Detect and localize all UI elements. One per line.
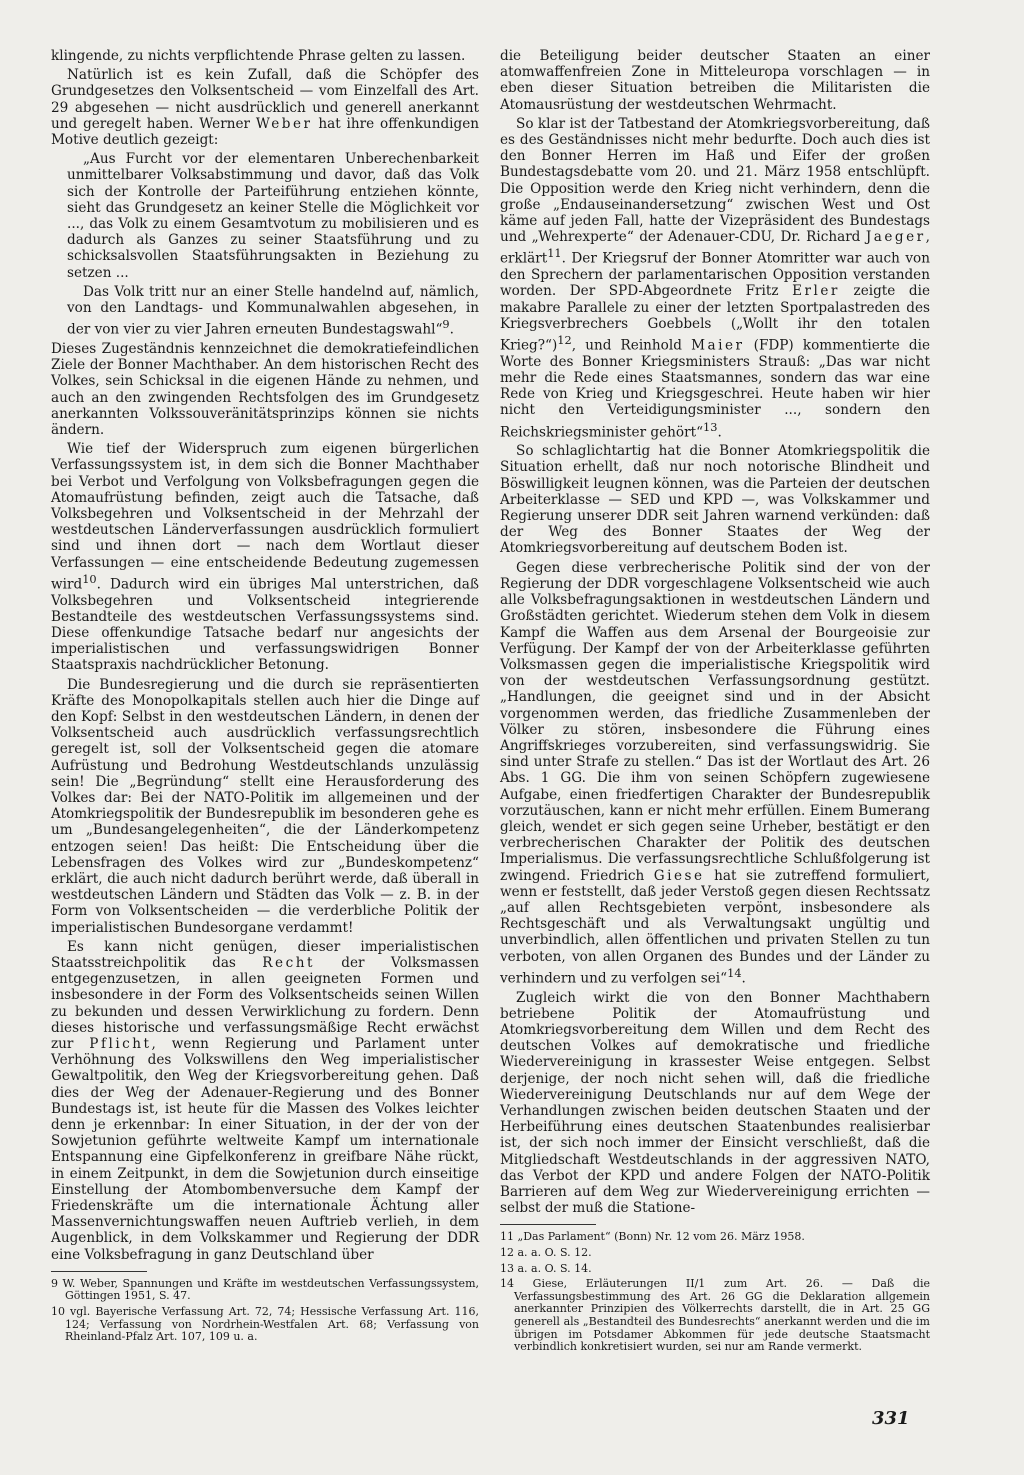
paragraph: Gegen diese verbrecherische Politik sind der von der Regierung der DDR vorgeschlagene Volksentscheid wie auch alle Volksbefragungsaktionen in westdeutschen Ländern und Großstädten gerichtet. Wiederum stehen dem Volk in diesem Kampf die Waffen aus dem Arsenal der Bourgeoisie zur Verfügung. Der Kampf der von der Arbeiterklasse geführten Volksmassen gegen die imperialistische Kriegspolitik wird von der westdeutschen Verfassungsordnung gestützt. „Handlungen, die geeignet sind und in der Absicht vorgenommen werden, das friedliche Zusammenleben der Völker zu stören, insbesondere die Führung eines Angriffskrieges vorzubereiten, sind verfassungswidrig. Sie sind unter Strafe zu stellen.“ Das ist der Wortlaut des Art. 26 Abs. 1 GG. Die ihm von seinen Schöpfern zugewiesene Aufgabe, einen friedfertigen Charakter der Bundesrepublik vorzutäuschen, kann er nicht mehr erfüllen. Einem Bumerang gleich, wendet er sich gegen seine Urheber, bestätigt er den verbrecherischen Charakter der Politik des deutschen Imperialismus. Die verfassungsrechtliche Schlußfolgerung ist zwingend. Friedrich Giese hat sie zutreffend formuliert, wenn er feststellt, daß jeder Verstoß gegen diesen Rechtssatz „auf allen Rechtsgebieten verpönt, insbesondere als Rechtsgeschäft und als Verwaltungsakt ungültig und unverbindlich, allen öffentlichen und privaten Stellen zu tun verboten, von allen Organen des Bundes und der Länder zu verhindern und zu verfolgen sei“$^{14}$.: [500, 559, 930, 987]
footnote-divider: [51, 1271, 147, 1272]
text-run: Gegen diese verbrecherische Politik sind der von der Regierung der DDR vorgeschlagene Volksentscheid wie auch alle Volksbefragungsaktionen in westdeutschen Ländern und Großstädten gerichtet. Wiederum stehen dem Volk in diesem Kampf die Waffen aus dem Arsenal der Bourgeoisie zur Verfügung. Der Kampf der von der Arbeiterklasse geführten Volksmassen gegen die imperialistische Kriegspolitik wird von der westdeutschen Verfassungsordnung gestützt. „Handlungen, die geeignet sind und in der Absicht vorgenommen werden, das friedliche Zusammenleben der Völker zu stören, insbesondere die Führung eines Angriffskrieges vorzubereiten, sind verfassungswidrig. Sie sind unter Strafe zu stellen.“ Das ist der Wortlaut des Art. 26 Abs. 1 GG. Die ihm von seinen Schöpfern zugewiesene Aufgabe, einen friedfertigen Charakter der Bundesrepublik vorzutäuschen, kann er nicht mehr erfüllen. Einem Bumerang gleich, wendet er sich gegen seine Urheber, bestätigt er den verbrecherischen Charakter der Politik des deutschen Imperialismus. Die verfassungsrechtliche Schlußfolgerung ist zwingend. Friedrich: [500, 559, 930, 884]
text-run: , wenn Regierung und Parlament unter Verhöhnung des Volkswillens den Weg imperialistischer Gewaltpolitik, den Weg der Kriegsvorbereitung gehen. Daß dies der Weg der Adenauer-Regierung und des Bonner Bundestags ist, ist heute für die Massen des Volkes leichter denn je erkennbar: In einer Situation, in der der von der Sowjetunion geführte weltweite Kampf um internationale Entspannung eine Gipfelkonferenz in greifbare Nähe rückt, in einem Zeitpunkt, in dem die Sowjetunion durch einseitige Einstellung der Atombombenversuche dem Kampf der Friedenskräfte um die internationale Ächtung aller Massenvernichtungswaffen neuen Auftrieb verlieh, in dem Augenblick, in dem Volkskammer und Regierung der DDR eine Volksbefragung in ganz Deutschland über: [51, 1036, 479, 1263]
paragraph: die Beteiligung beider deutscher Staaten an einer atomwaffenfreien Zone in Mitteleuropa vorschlagen — in eben dieser Situation betreiben die Militaristen die Atomausrüstung der westdeutschen Wehrmacht.: [500, 48, 930, 113]
text-run: hat ihre offenkundigen Motive deutlich gezeigt:: [51, 115, 479, 149]
text-run: . Dadurch wird ein übriges Mal unterstrichen, daß Volksbegehren und Volksentscheid integrierende Bestandteile des westdeutschen Verfassungssystems sind. Diese offenkundige Tatsache bedarf nur angesichts der imperialistischen und verfassungswidrigen Bonner Staatspraxis nachdrücklicher Betonung.: [51, 576, 479, 674]
person-name: Giese: [653, 867, 705, 884]
paragraph: Dieses Zugeständnis kennzeichnet die demokratiefeindlichen Ziele der Bonner Machthaber. An dem historischen Recht des Volkes, sein Schicksal in die eigenen Hände zu nehmen, und auch an den zwingenden Rechtsfolgen des im Grundgesetz anerkannten Volkssouveränitätsprinzips können sie nichts ändern.: [51, 340, 479, 438]
text-run: . Der Kriegsruf der Bonner Atomritter war auch von den Sprechern der parlamentarischen Opposition verstanden worden. Der SPD-Abgeordnete Fritz: [500, 250, 930, 300]
emphasis: Pflicht: [89, 1036, 152, 1053]
footnote: 10 vgl. Bayerische Verfassung Art. 72, 74; Hessische Verfassung Art. 116, 124; Verfassung von Nordrhein-Westfalen Art. 68; Verfassung von Rheinland-Pfalz Art. 107, 109 u. a.: [51, 1305, 479, 1344]
footnote-divider: [500, 1224, 596, 1225]
footnote-ref: 11: [547, 246, 562, 261]
footnote: 14 Giese, Erläuterungen II/1 zum Art. 26. — Daß die Verfassungsbestimmung des Art. 26 GG die Deklaration allgemein anerkannter Prinzipien des Völkerrechts darstellt, die in Art. 25 GG generell als „Bestandteil des Bundesrechts“ anerkannt werden und die im übrigen im Potsdamer Abkommen für jede deutsche Staatsmacht verbindlich konkretisiert wurden, sei nur am Rande vermerkt.: [500, 1277, 930, 1354]
paragraph: So klar ist der Tatbestand der Atomkriegsvorbereitung, daß es des Geständnisses nicht mehr bedurfte. Doch auch dies ist den Bonner Herren im Haß und Eifer der großen Bundestagsdebatte vom 20. und 21. März 1958 entschlüpft. Die Opposition werde den Krieg nicht verhindern, denn die große „Endauseinandersetzung“ zwischen West und Ost käme auf jeden Fall, hatte der Vizepräsident des Bundestags und „Wehrexperte“ der Adenauer-CDU, Dr. Richard Jaeger, erklärt$^{11}$. Der Kriegsruf der Bonner Atomritter war auch von den Sprechern der parlamentarischen Opposition verstanden worden. Der SPD-Abgeordnete Fritz Erler zeigte die makabre Parallele zu einer der letzten Sportpalastreden des Kriegsverbrechers Goebbels („Wollt ihr den totalen Krieg?“)$^{12}$, und Reinhold Maier (FDP) kommentierte die Worte des Bonner Kriegsministers Strauß: „Das war nicht mehr die Rede eines Staatsmannes, sondern das war eine Rede von Krieg und Kriegsgeschrei. Heute haben wir hier nicht den Verteidigungsminister ..., sondern den Reichskriegsminister gehört“$^{13}$.: [500, 115, 931, 441]
text-run: zeigte die makabre Parallele zu einer der letzten Sportpalastreden des Kriegsverbrechers Goebbels („Wollt ihr den totalen Krieg?“): [500, 283, 931, 354]
person-name: Maier: [691, 337, 745, 354]
left-column: [51, 48, 479, 1347]
paragraph: [51, 441, 479, 673]
paragraph: [51, 67, 479, 148]
text-run: Wie tief der Widerspruch zum eigenen bürgerlichen Verfassungssystem ist, in dem sich die Bonner Machthaber bei Verbot und Verfolgung von Volksbefragungen gegen die Atomaufrüstung befinden, zeigt auch die Tatsache, daß Volksbegehren und Volksentscheid in der Mehrzahl der westdeutschen Länderverfassungen ausdrücklich formuliert sind und ihnen dort — nach dem Wortlaut dieser Verfassungen — eine entscheidende Bedeutung zugemessen wird: [51, 441, 479, 593]
footnote: 12 a. a. O. S. 12.: [500, 1245, 592, 1259]
block-quote: „Aus Furcht vor der elementaren Unberechenbarkeit unmittelbarer Volksabstimmung und davor, daß das Volk sich der Kontrolle der Parteiführung entziehen könnte, sieht das Grundgesetz an keiner Stelle die Möglichkeit vor ..., das Volk zu einem Gesamtvotum zu mobilisieren und es dadurch als Ganzes zu seiner Staatsführung und zu schicksalsvollen Staatsführungsakten in Beziehung zu setzen ...: [67, 151, 479, 281]
footnote-ref: 13: [703, 419, 718, 434]
paragraph: klingende, zu nichts verpflichtende Phrase gelten zu lassen.: [51, 48, 466, 64]
footnote-ref: 10: [82, 571, 97, 586]
footnote: 13 a. a. O. S. 14.: [500, 1261, 592, 1275]
block-quote: Das Volk tritt nur an einer Stelle handelnd auf, nämlich, von den Landtags- und Kommunalwahlen abgesehen, in der von vier zu vier Jahren erneuten Bundestagswahl“$^9$.: [67, 283, 479, 338]
person-name: Erler: [792, 283, 840, 300]
paragraph: So schlaglichtartig hat die Bonner Atomkriegspolitik die Situation erhellt, daß nur noch notorische Blindheit und Böswilligkeit leugnen können, was die Parteien der deutschen Arbeiterklasse — SED und KPD —, was Volkskammer und Regierung unserer DDR seit Jahren warnend verkünden: daß der Weg des Bonner Staates der Weg der Atomkriegsvorbereitung auf deutschem Boden ist.: [500, 443, 930, 557]
text-run: Natürlich ist es kein Zufall, daß die Schöpfer des Grundgesetzes den Volksentscheid — vom Einzelfall des Art. 29 abgesehen — nicht ausdrücklich und generell anerkannt und geregelt haben. Werner: [51, 67, 479, 132]
text-run: , erklärt: [500, 229, 930, 267]
author-name: Weber: [255, 115, 313, 132]
emphasis: Recht: [262, 955, 315, 972]
person-name: Jaeger: [865, 229, 926, 246]
footnote-ref: 14: [727, 965, 742, 980]
text-run: Das Volk tritt nur an einer Stelle handelnd auf, nämlich, von den Landtags- und Kommunalwahlen abgesehen, in der von vier zu vier Jahren erneuten Bundestagswahl“: [67, 283, 479, 338]
paragraph: Die Bundesregierung und die durch sie repräsentierten Kräfte des Monopolkapitals stellen auch hier die Dinge auf den Kopf: Selbst in den westdeutschen Ländern, in denen der Volksentscheid auch ausdrücklich verfassungsrechtlich geregelt ist, soll der Volksentscheid gegen die atomare Aufrüstung und Bedrohung Westdeutschlands unzulässig sein! Die „Begründung“ stellt eine Herausforderung des Volkes dar: Bei der NATO-Politik im allgemeinen und der Atomkriegspolitik der Bundesrepublik im besonderen gehe es um „Bundesangelegenheiten“, die der Länderkompetenz entzogen seien! Das heißt: Die Entscheidung über die Lebensfragen des Volkes wird zur „Bundeskompetenz“ erklärt, die auch nicht dadurch berührt werde, daß überall in westdeutschen Ländern und Städten das Volk — z. B. in der Form von Volksentscheiden — die verderbliche Politik der imperialistischen Bundesorgane verdammt!: [51, 676, 479, 936]
footnote: 9 W. Weber, Spannungen und Kräfte im westdeutschen Verfassungssystem, Göttingen 1951, S. 47.: [51, 1276, 479, 1303]
paragraph: Zugleich wirkt die von den Bonner Machthabern betriebene Politik der Atomaufrüstung und Atomkriegsvorbereitung dem Willen und dem Recht des deutschen Volkes auf demokratische und friedliche Wiedervereinigung in krassester Weise entgegen. Selbst derjenige, der noch nicht sehen will, daß die friedliche Wiedervereinigung Deutschlands nur auf dem Wege der Verhandlungen zwischen beiden deutschen Staaten und der Herbeiführung eines deutschen Staatenbundes realisierbar ist, der sich noch immer der Einsicht verschließt, daß die Mitgliedschaft Westdeutschlands in der aggressiven NATO, das Verbot der KPD und andere Folgen der NATO-Politik Barrieren auf dem Weg zur Wiedervereinigung errichten — selbst der muß die Statione-: [500, 989, 930, 1217]
text-run: Es kann nicht genügen, dieser imperialistischen Staatsstreichpolitik das: [51, 938, 479, 972]
text-run: , und Reinhold: [571, 337, 692, 354]
text-run: hat sie zutreffend formuliert, wenn er feststellt, daß jeder Verstoß gegen diesen Rechtssatz „auf allen Rechtsgebieten verpönt, insbesondere als Rechtsgeschäft und als Verwaltungsakt ungültig und unverbindlich, allen öffentlichen und privaten Stellen zu tun verboten, von allen Organen des Bundes und der Länder zu verhindern und zu verfolgen sei“: [500, 867, 930, 987]
footnote-ref: 9: [442, 317, 450, 332]
footnote: 11 „Das Parlament“ (Bonn) Nr. 12 vom 26. März 1958.: [500, 1230, 805, 1244]
footnote-ref: 12: [557, 332, 572, 347]
paragraph: [51, 939, 479, 1263]
text-run: So klar ist der Tatbestand der Atomkriegsvorbereitung, daß es des Geständnisses nicht mehr bedurfte. Doch auch dies ist den Bonner Herren im Haß und Eifer der großen Bundestagsdebatte vom 20. und 21. März 1958 entschlüpft. Die Opposition werde den Krieg nicht verhindern, denn die große „Endauseinandersetzung“ zwischen West und Ost käme auf jeden Fall, hatte der Vizepräsident des Bundestags und „Wehrexperte“ der Adenauer-CDU, Dr. Richard: [500, 115, 930, 246]
page-number: 331: [872, 1408, 910, 1429]
right-column: [500, 48, 930, 1357]
text-run: (FDP) kommentierte die Worte des Bonner Kriegsministers Strauß: „Das war nicht mehr die Rede eines Staatsmannes, sondern das war eine Rede von Krieg und Kriegsgeschrei. Heute haben wir hier nicht den Verteidigungsminister ..., sondern den Reichskriegsminister gehört“: [500, 337, 930, 441]
text-run: der Volksmassen entgegenzusetzen, in allen geeigneten Formen und insbesondere in der Form des Volksentscheids seinen Willen zu bekunden und dessen Verwirklichung zu fordern. Denn dieses historische und verfassungsmäßige Recht erwächst zur: [51, 955, 479, 1053]
